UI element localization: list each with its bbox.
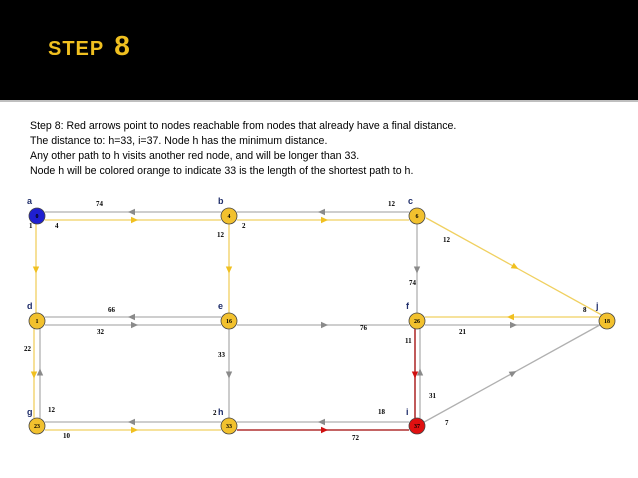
edge-arrowhead bbox=[131, 427, 138, 433]
edge-arrowhead bbox=[510, 322, 517, 328]
node-letter-label: g bbox=[27, 407, 33, 417]
node-letter-label: a bbox=[27, 196, 33, 206]
node-letter-label: d bbox=[27, 301, 33, 311]
edge-weight-label: 10 bbox=[63, 432, 70, 440]
edge-arrowhead bbox=[321, 427, 328, 433]
edge-arrowhead bbox=[226, 267, 232, 274]
edge-weight-label: 74 bbox=[96, 200, 103, 208]
node-distance-value: 37 bbox=[414, 424, 420, 431]
edge-weight-label: 22 bbox=[24, 345, 31, 353]
node-distance-value: 18 bbox=[604, 319, 610, 326]
edge-weight-label: 33 bbox=[218, 351, 225, 359]
edge-arrowhead bbox=[128, 209, 135, 215]
node-distance-value: 23 bbox=[34, 424, 40, 431]
node-distance-value: 0 bbox=[35, 214, 39, 221]
slide-title-word: STEP bbox=[48, 38, 105, 60]
edge-weight-label: 12 bbox=[48, 406, 55, 414]
edge-weight-label: 66 bbox=[108, 306, 115, 314]
edge-weight-label: 7 bbox=[445, 419, 449, 427]
edge-arrowhead bbox=[321, 322, 328, 328]
edge-arrowhead bbox=[31, 372, 37, 379]
nodes-layer bbox=[27, 196, 615, 434]
edge-weight-label: 12 bbox=[217, 231, 224, 239]
edge-weight-label: 11 bbox=[405, 337, 412, 345]
edge-arrowhead bbox=[507, 314, 514, 320]
edge-arrowhead bbox=[131, 322, 138, 328]
edges-layer bbox=[31, 209, 602, 433]
edge-weight-label: 4 bbox=[55, 222, 59, 230]
edge-arrowhead bbox=[414, 267, 420, 274]
edge-weight-label: 12 bbox=[388, 200, 395, 208]
edge-weight-label: 2 bbox=[242, 222, 246, 230]
description-line: Node h will be colored orange to indicate 33 is the length of the shortest path to h. bbox=[30, 165, 414, 177]
edge-weight-label: 72 bbox=[352, 434, 359, 442]
description-line: The distance to: h=33, i=37. Node h has the minimum distance. bbox=[30, 135, 328, 147]
node-letter-label: b bbox=[218, 196, 224, 206]
edge-weight-label: 21 bbox=[459, 328, 466, 336]
node-letter-label: i bbox=[406, 407, 409, 417]
edge-arrowhead bbox=[128, 314, 135, 320]
node-distance-value: 6 bbox=[415, 214, 419, 221]
edge-weight-label: 31 bbox=[429, 392, 436, 400]
edge-arrowhead bbox=[226, 372, 232, 379]
edge-weight-label: 12 bbox=[443, 236, 450, 244]
edge-arrowhead bbox=[33, 267, 39, 274]
node-letter-label: e bbox=[218, 301, 224, 311]
node-letter-label: c bbox=[408, 196, 414, 206]
edge-weight-label: 18 bbox=[378, 408, 385, 416]
edge-arrowhead bbox=[321, 217, 328, 223]
edge-arrowhead bbox=[128, 419, 135, 425]
description-line: Step 8: Red arrows point to nodes reachable from nodes that already have a final distance. bbox=[30, 120, 457, 132]
node-distance-value: 33 bbox=[226, 424, 232, 431]
edge-weight-label: 76 bbox=[360, 324, 367, 332]
edge-labels-layer bbox=[24, 200, 587, 442]
edge-weight-label: 2 bbox=[213, 409, 217, 417]
edge-arrowhead bbox=[318, 419, 325, 425]
edge-arrowhead bbox=[131, 217, 138, 223]
slide-title-number: 8 bbox=[114, 30, 130, 61]
description-line: Any other path to h visits another red node, and will be longer than 33. bbox=[30, 150, 360, 162]
edge-weight-label: 8 bbox=[583, 306, 587, 314]
node-distance-value: 26 bbox=[414, 319, 420, 326]
node-distance-value: 4 bbox=[227, 214, 231, 221]
edge-arrowhead bbox=[318, 209, 325, 215]
edge-weight-label: 74 bbox=[409, 279, 416, 287]
edge-arrowhead bbox=[37, 369, 43, 376]
node-distance-value: 16 bbox=[226, 319, 232, 326]
node-letter-label: j bbox=[596, 301, 599, 311]
node-letter-label: f bbox=[406, 301, 409, 311]
node-distance-value: 1 bbox=[35, 319, 39, 326]
node-letter-label: h bbox=[218, 407, 224, 417]
edge-weight-label: 32 bbox=[97, 328, 104, 336]
edge-weight-label: 1 bbox=[29, 222, 33, 230]
